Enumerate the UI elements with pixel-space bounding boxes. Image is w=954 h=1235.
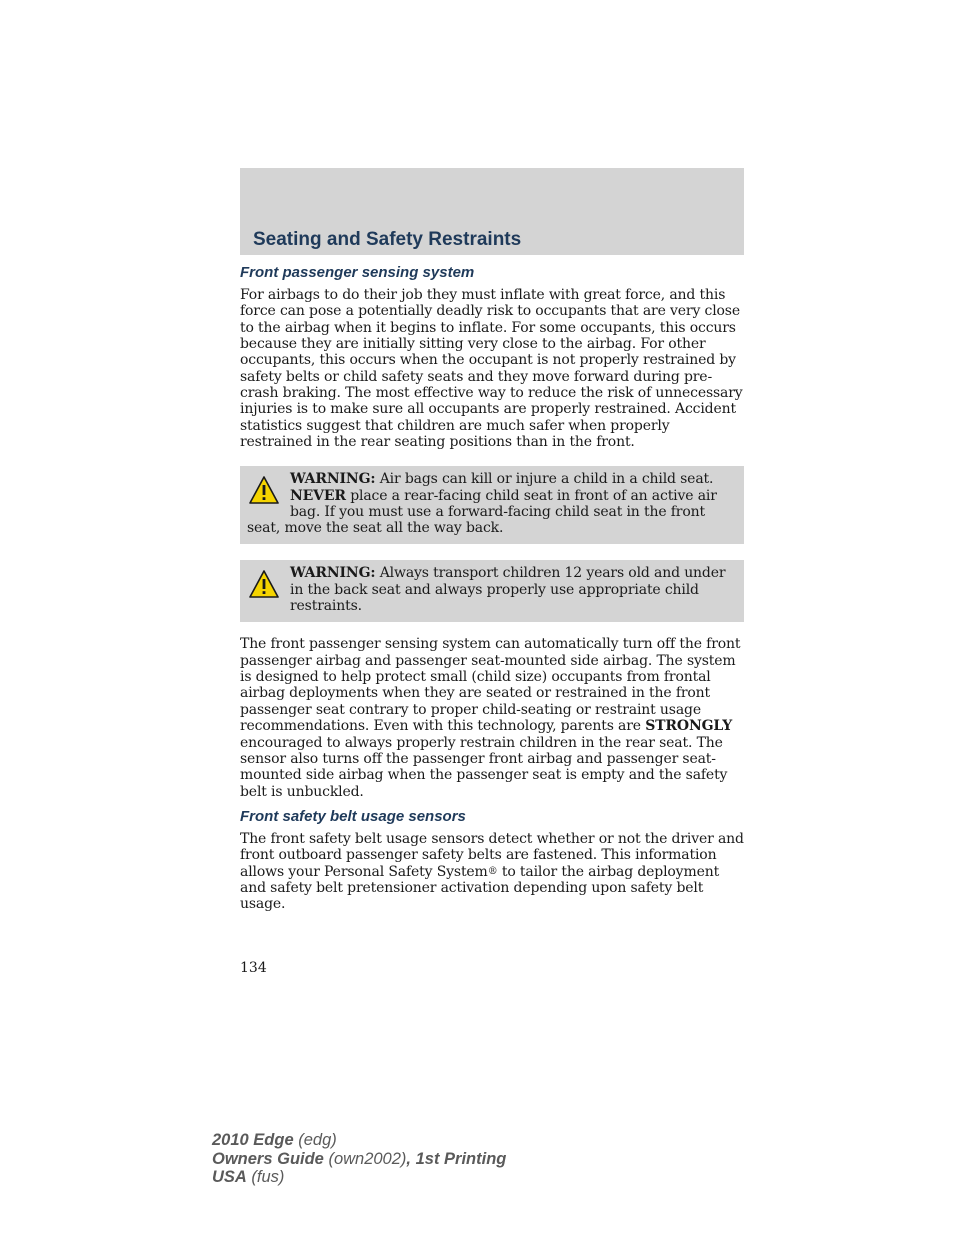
page-content: [240, 264, 744, 913]
warning-label: WARNING:: [290, 471, 376, 488]
belt-text: The front safety belt usage sensors detect whether or not the driver and front outboard passenger safety belts are fastened. This information allows your Personal Safety System: [240, 830, 744, 880]
warning-triangle-icon: [248, 475, 280, 505]
heading-front-passenger-sensing: Front passenger sensing system: [240, 264, 475, 281]
heading-belt-usage-sensors: Front safety belt usage sensors: [240, 807, 466, 825]
footer-print-info: [212, 1131, 506, 1187]
section-title: Seating and Safety Restraints: [253, 229, 522, 250]
sensing-emphasis: STRONGLY: [645, 718, 733, 735]
paragraph-belt-sensors: [240, 831, 744, 913]
warning-box-children-back-seat: [240, 560, 744, 622]
warning-box-child-seat: [240, 466, 744, 544]
paragraph-airbag-intro: For airbags to do their job they must inflate with great force, and this force can pose a potentially deadly risk to occupants that are very close to the airbag when it begins to inflate. For some occupants, this occurs because they are initially sitting very close to the airbag. For other occupants, this occurs when the occupant is not properly restrained by safety belts or child safety seats and they move forward during pre-crash braking. The most effective way to reduce the risk of unnecessary injuries is to make sure all occupants are properly restrained. Accident statistics suggest that children are much safer when properly restrained in the rear seating positions than in the front.: [240, 287, 743, 451]
warning-text: Air bags can kill or injure a child in a child seat.: [375, 471, 714, 488]
page-number: 134: [240, 960, 267, 976]
paragraph-sensing-system: [240, 636, 744, 799]
footer-line-model: 2010 Edge (edg): [212, 1131, 337, 1149]
warning-text-continued: place a rear-facing child seat in front of an active air bag. If you must use a forward-facing child seat in the front seat, move the seat all the way back.: [247, 487, 717, 537]
warning-text: Always transport children 12 years old and under in the back seat and always properly use appropriate child restraints.: [290, 565, 726, 615]
footer-line-guide: Owners Guide (own2002), 1st Printing: [212, 1149, 507, 1168]
section-header-band: [240, 168, 744, 255]
warning-emphasis: NEVER: [290, 487, 346, 504]
belt-text-continued: to tailor the airbag deployment and safety belt pretensioner activation depending upon safety belt usage.: [240, 863, 720, 913]
registered-mark: ®: [487, 865, 498, 877]
sensing-text-continued: encouraged to always properly restrain children in the rear seat. The sensor also turns off the passenger front airbag and passenger seat-mounted side airbag when the passenger seat is empty and the safety belt is unbuckled.: [240, 734, 728, 800]
footer-line-market: USA (fus): [212, 1168, 285, 1186]
warning-label: WARNING:: [290, 565, 376, 582]
sensing-text: The front passenger sensing system can automatically turn off the front passenger airbag and passenger seat-mounted side airbag. The system is designed to help protect small (child size) occupants from frontal airbag deployments when they are seated or restrained in the front passenger seat contrary to proper child-seating or restraint usage recommendations. Even with this technology, parents are: [240, 636, 741, 735]
warning-triangle-icon: [248, 569, 280, 599]
